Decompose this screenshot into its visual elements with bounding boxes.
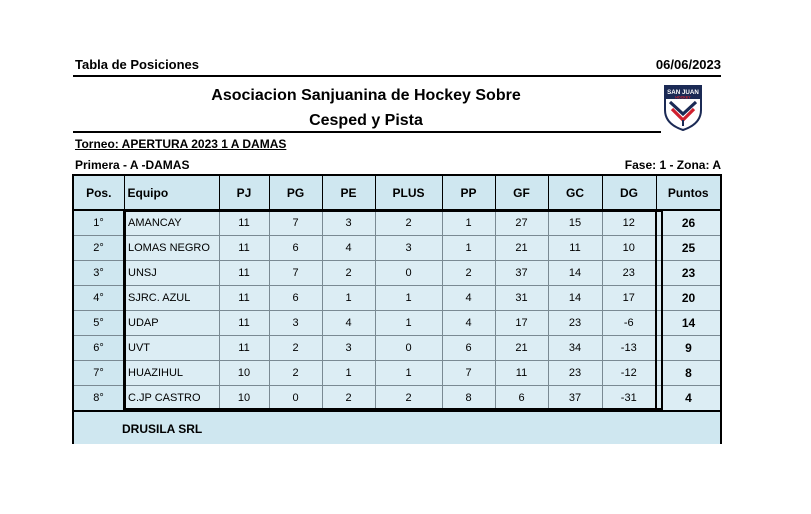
- cell-pos: 7°: [74, 360, 124, 385]
- cell-pj: 11: [219, 235, 269, 260]
- cell-team: C.JP CASTRO: [124, 385, 219, 410]
- cell-pj: 11: [219, 310, 269, 335]
- cell-pts: 25: [656, 235, 720, 260]
- cell-gf: 37: [495, 260, 548, 285]
- cell-pg: 7: [269, 210, 322, 235]
- cell-plus: 2: [375, 385, 442, 410]
- column-header-gc: GC: [548, 176, 602, 210]
- cell-pos: 5°: [74, 310, 124, 335]
- cell-pos: 6°: [74, 335, 124, 360]
- cell-pe: 1: [322, 285, 375, 310]
- cell-pos: 1°: [74, 210, 124, 235]
- cell-gf: 21: [495, 235, 548, 260]
- cell-pp: 2: [442, 260, 495, 285]
- cell-pe: 2: [322, 385, 375, 410]
- cell-pj: 11: [219, 210, 269, 235]
- cell-team: SJRC. AZUL: [124, 285, 219, 310]
- column-header-pj: PJ: [219, 176, 269, 210]
- cell-plus: 0: [375, 335, 442, 360]
- table-footer: [74, 410, 720, 444]
- table-row: [74, 310, 720, 335]
- page-title: Tabla de Posiciones: [75, 57, 200, 72]
- header-divider: [73, 75, 721, 77]
- cell-pj: 11: [219, 285, 269, 310]
- cell-pp: 1: [442, 210, 495, 235]
- cell-dg: -12: [602, 360, 656, 385]
- cell-pts: 23: [656, 260, 720, 285]
- cell-gf: 11: [495, 360, 548, 385]
- cell-gf: 21: [495, 335, 548, 360]
- cell-pts: 26: [656, 210, 720, 235]
- cell-gc: 15: [548, 210, 602, 235]
- cell-pp: 4: [442, 310, 495, 335]
- column-header-puntos: Puntos: [656, 176, 720, 210]
- cell-pp: 6: [442, 335, 495, 360]
- table-row: [74, 235, 720, 260]
- cell-pts: 4: [656, 385, 720, 410]
- cell-plus: 1: [375, 310, 442, 335]
- cell-dg: 17: [602, 285, 656, 310]
- cell-pg: 6: [269, 235, 322, 260]
- cell-gf: 6: [495, 385, 548, 410]
- cell-pg: 7: [269, 260, 322, 285]
- cell-gc: 34: [548, 335, 602, 360]
- cell-pg: 3: [269, 310, 322, 335]
- table-row: [74, 285, 720, 310]
- cell-gc: 11: [548, 235, 602, 260]
- organization-divider: [73, 131, 661, 133]
- cell-pe: 4: [322, 235, 375, 260]
- table-row: [74, 210, 720, 235]
- table-row: [74, 260, 720, 285]
- cell-team: UDAP: [124, 310, 219, 335]
- cell-pos: 8°: [74, 385, 124, 410]
- cell-team: LOMAS NEGRO: [124, 235, 219, 260]
- column-header-pe: PE: [322, 176, 375, 210]
- cell-plus: 2: [375, 210, 442, 235]
- logo-text-hockey: HOCKEY: [675, 95, 691, 100]
- table-header-row: [74, 176, 720, 210]
- column-header-gf: GF: [495, 176, 548, 210]
- cell-pe: 3: [322, 210, 375, 235]
- cell-plus: 3: [375, 235, 442, 260]
- standings-table-container: [72, 174, 722, 444]
- cell-pe: 2: [322, 260, 375, 285]
- cell-pts: 14: [656, 310, 720, 335]
- cell-pos: 3°: [74, 260, 124, 285]
- column-header-pos: Pos.: [74, 176, 124, 210]
- cell-pp: 8: [442, 385, 495, 410]
- cell-gc: 14: [548, 285, 602, 310]
- cell-gc: 23: [548, 310, 602, 335]
- cell-team: UVT: [124, 335, 219, 360]
- cell-dg: 10: [602, 235, 656, 260]
- cell-pj: 10: [219, 385, 269, 410]
- cell-pe: 4: [322, 310, 375, 335]
- cell-team: AMANCAY: [124, 210, 219, 235]
- cell-pg: 2: [269, 360, 322, 385]
- cell-pj: 11: [219, 335, 269, 360]
- column-header-dg: DG: [602, 176, 656, 210]
- cell-pp: 7: [442, 360, 495, 385]
- logo-text-san-juan: SAN JUAN: [667, 89, 699, 96]
- cell-team: HUAZIHUL: [124, 360, 219, 385]
- cell-pos: 4°: [74, 285, 124, 310]
- organization-name-line2: Cesped y Pista: [309, 112, 423, 129]
- cell-pj: 10: [219, 360, 269, 385]
- column-header-pp: PP: [442, 176, 495, 210]
- cell-pg: 0: [269, 385, 322, 410]
- cell-dg: -31: [602, 385, 656, 410]
- division-label: Primera - A -DAMAS: [75, 158, 190, 172]
- report-date: 06/06/2023: [655, 57, 721, 72]
- cell-gf: 31: [495, 285, 548, 310]
- cell-pg: 2: [269, 335, 322, 360]
- cell-gc: 23: [548, 360, 602, 385]
- phase-zone-label: Fase: 1 - Zona: A: [624, 158, 721, 172]
- cell-pts: 8: [656, 360, 720, 385]
- column-header-plus: PLUS: [375, 176, 442, 210]
- cell-gf: 17: [495, 310, 548, 335]
- cell-pp: 1: [442, 235, 495, 260]
- cell-dg: -13: [602, 335, 656, 360]
- cell-pos: 2°: [74, 235, 124, 260]
- column-header-pg: PG: [269, 176, 322, 210]
- tournament-label: Torneo: APERTURA 2023 1 A DAMAS: [75, 137, 287, 151]
- table-row: [74, 385, 720, 410]
- standings-table: [74, 176, 720, 411]
- cell-team: UNSJ: [124, 260, 219, 285]
- cell-gc: 14: [548, 260, 602, 285]
- cell-plus: 1: [375, 285, 442, 310]
- cell-plus: 1: [375, 360, 442, 385]
- cell-pe: 3: [322, 335, 375, 360]
- sponsor-label: DRUSILA SRL: [122, 422, 203, 436]
- cell-plus: 0: [375, 260, 442, 285]
- cell-dg: 23: [602, 260, 656, 285]
- cell-pts: 20: [656, 285, 720, 310]
- cell-pts: 9: [656, 335, 720, 360]
- cell-gc: 37: [548, 385, 602, 410]
- cell-dg: -6: [602, 310, 656, 335]
- column-header-equipo: Equipo: [124, 176, 219, 210]
- crossed-hockey-sticks-shield-icon: [663, 84, 703, 132]
- cell-dg: 12: [602, 210, 656, 235]
- table-row: [74, 360, 720, 385]
- cell-pe: 1: [322, 360, 375, 385]
- organization-name-line1: Asociacion Sanjuanina de Hockey Sobre: [211, 87, 521, 104]
- cell-gf: 27: [495, 210, 548, 235]
- table-row: [74, 335, 720, 360]
- cell-pp: 4: [442, 285, 495, 310]
- cell-pj: 11: [219, 260, 269, 285]
- cell-pg: 6: [269, 285, 322, 310]
